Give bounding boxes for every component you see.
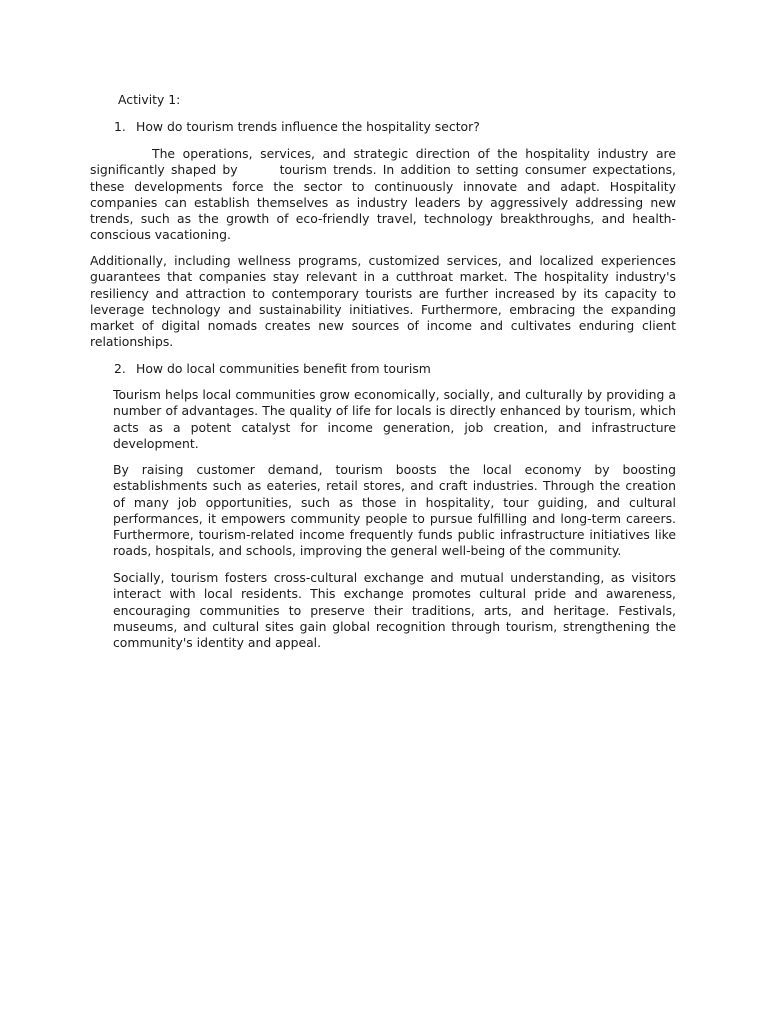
question-1 <box>114 119 480 135</box>
answer-2-paragraph-3: Socially, tourism fosters cross-cultural exchange and mutual understanding, as visitors interact with local residents. This exchange promotes cultural pride and awareness, encouraging communities to preserve their traditions, arts, and heritage. Festivals, museums, and cultural sites gain global recognition through tourism, strengthening the community's identity and appeal. <box>113 570 676 651</box>
answer-1-paragraph-1 <box>90 146 676 244</box>
question-2-number: 2. <box>114 361 126 376</box>
answer-1-paragraph-1-part-1: The operations, services, and strategic direction of the hospitality industry are significantly shaped by <box>90 146 676 178</box>
question-2-text: How do local communities benefit from tourism <box>136 361 431 376</box>
answer-2-paragraph-2: By raising customer demand, tourism boosts the local economy by boosting establishments such as eateries, retail stores, and craft industries. Through the creation of many job opportunities, such as those in hospitality, tour guiding, and cultural performances, it empowers community people to pursue fulfilling and long-term careers. Furthermore, tourism-related income frequently funds public infrastructure initiatives like roads, hospitals, and schools, improving the general well-being of the community. <box>113 462 676 559</box>
answer-2-paragraph-1: Tourism helps local communities grow economically, socially, and culturally by providing a number of advantages. The quality of life for locals is directly enhanced by tourism, which acts as a potent catalyst for income generation, job creation, and infrastructure development. <box>113 387 676 451</box>
question-2 <box>114 361 431 377</box>
question-1-text: How do tourism trends influence the hospitality sector? <box>136 119 480 134</box>
answer-1-paragraph-2: Additionally, including wellness programs, customized services, and localized experiences guarantees that companies stay relevant in a cutthroat market. The hospitality industry's resiliency and attraction to contemporary tourists are further increased by its capacity to leverage technology and sustainability initiatives. Furthermore, embracing the expanding market of digital nomads creates new sources of income and cultivates enduring client relationships. <box>90 253 676 350</box>
answer-1-paragraph-1-part-2: tourism trends. In addition to setting consumer expectations, these developments force the sector to continuously innovate and adapt. Hospitality companies can establish themselves as industry leaders by aggressively addressing new trends, such as the growth of eco-friendly travel, technology breakthroughs, and health-conscious vacationing. <box>90 162 676 243</box>
activity-heading: Activity 1: <box>118 92 181 107</box>
question-1-number: 1. <box>114 119 126 134</box>
